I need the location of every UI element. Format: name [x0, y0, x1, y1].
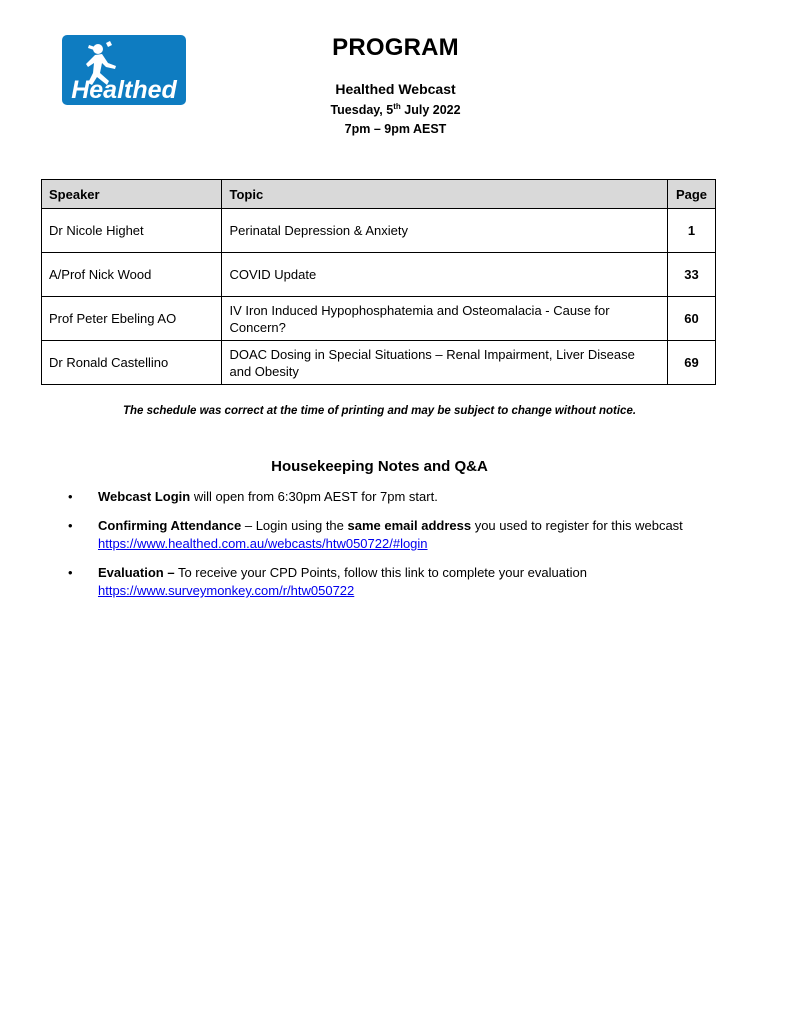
row-page: 33	[667, 253, 715, 297]
logo-text: Healthed	[71, 76, 177, 104]
page-title: PROGRAM	[332, 34, 459, 61]
table-row	[42, 297, 716, 341]
bullet-icon: •	[68, 518, 73, 533]
row-topic: IV Iron Induced Hypophosphatemia and Osteomalacia - Cause for Concern?	[222, 297, 668, 341]
table-row	[42, 253, 716, 297]
header-speaker: Speaker	[42, 180, 222, 209]
list-item: • Confirming Attendance – Login using the same email address you used to register for this webcast https://www.healthed.com.au/webcasts/htw050722/#login	[68, 518, 683, 551]
event-subtitle: Healthed Webcast	[335, 81, 456, 97]
housekeeping-title: Housekeeping Notes and Q&A	[271, 458, 488, 475]
login-link[interactable]: https://www.healthed.com.au/webcasts/htw050722/#login	[98, 536, 428, 551]
row-page: 60	[667, 297, 715, 341]
list-item: • Webcast Login will open from 6:30pm AEST for 7pm start.	[68, 489, 438, 504]
row-topic: DOAC Dosing in Special Situations – Renal Impairment, Liver Disease and Obesity	[222, 341, 668, 385]
event-time: 7pm – 9pm AEST	[344, 122, 447, 136]
row-page: 69	[667, 341, 715, 385]
bullet-icon: •	[68, 565, 73, 580]
bullet-icon: •	[68, 489, 73, 504]
header-topic: Topic	[222, 180, 668, 209]
table-row	[42, 209, 716, 253]
row-speaker: Dr Ronald Castellino	[42, 341, 222, 385]
schedule-disclaimer: The schedule was correct at the time of printing and may be subject to change without notice.	[122, 405, 637, 417]
table-row	[42, 341, 716, 385]
event-date: Tuesday, 5th July 2022	[330, 102, 461, 118]
row-topic: COVID Update	[222, 253, 668, 297]
row-speaker: A/Prof Nick Wood	[42, 253, 222, 297]
table-header-row	[42, 180, 716, 209]
row-speaker: Prof Peter Ebeling AO	[42, 297, 222, 341]
header-page: Page	[667, 180, 715, 209]
row-speaker: Dr Nicole Highet	[42, 209, 222, 253]
evaluation-link[interactable]: https://www.surveymonkey.com/r/htw050722	[98, 583, 355, 598]
row-topic: Perinatal Depression & Anxiety	[222, 209, 668, 253]
list-item: • Evaluation – To receive your CPD Points, follow this link to complete your evaluation https://www.surveymonkey.com/r/htw050722	[68, 565, 587, 598]
row-page: 1	[667, 209, 715, 253]
schedule-table	[41, 179, 716, 385]
housekeeping-list	[68, 488, 718, 611]
